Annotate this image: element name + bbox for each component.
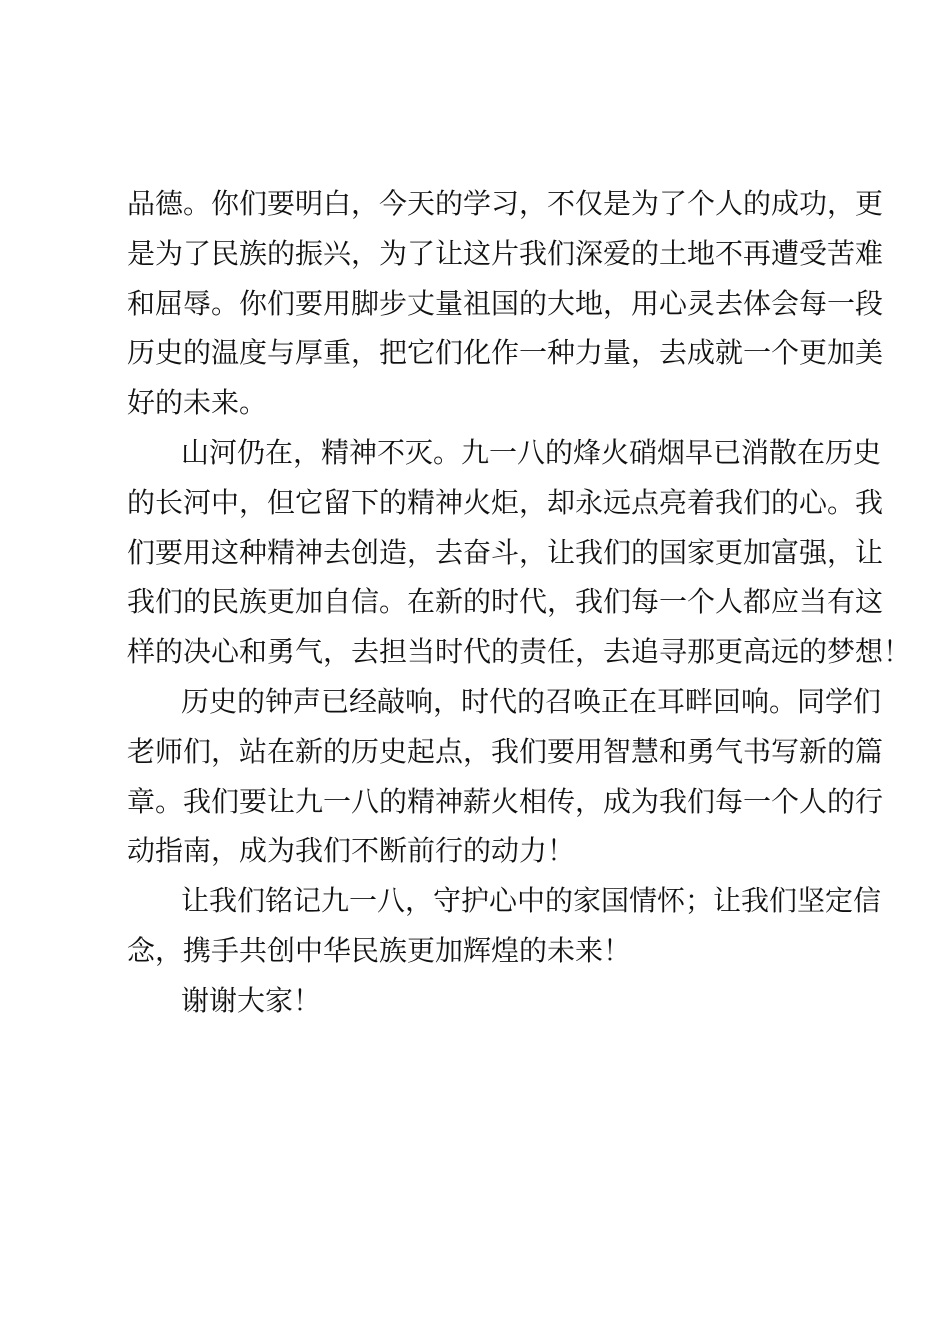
text-line: 们要用这种精神去创造，去奋斗，让我们的国家更加富强，让 bbox=[127, 535, 884, 569]
text-line: 历史的温度与厚重，把它们化作一种力量，去成就一个更加美 bbox=[127, 336, 884, 370]
text-line: 样的决心和勇气，去担当时代的责任，去追寻那更高远的梦想！ bbox=[127, 635, 912, 669]
text-line: 和屈辱。你们要用脚步丈量祖国的大地，用心灵去体会每一段 bbox=[127, 286, 884, 320]
text-line: 动指南，成为我们不断前行的动力！ bbox=[127, 834, 576, 868]
document-body bbox=[127, 179, 912, 1026]
text-line: 是为了民族的振兴，为了让这片我们深爱的土地不再遭受苦难 bbox=[127, 236, 884, 270]
paragraph-start-line: 历史的钟声已经敲响，时代的召唤正在耳畔回响。同学们 bbox=[181, 684, 882, 718]
text-line: 的长河中，但它留下的精神火炬，却永远点亮着我们的心。我 bbox=[127, 485, 884, 519]
paragraph-start-line: 让我们铭记九一八，守护心中的家国情怀；让我们坚定信 bbox=[181, 884, 882, 918]
text-line: 老师们，站在新的历史起点，我们要用智慧和勇气书写新的篇 bbox=[127, 734, 884, 768]
text-line: 我们的民族更加自信。在新的时代，我们每一个人都应当有这 bbox=[127, 585, 884, 619]
text-line: 章。我们要让九一八的精神薪火相传，成为我们每一个人的行 bbox=[127, 784, 884, 818]
paragraph-start-line: 山河仍在，精神不灭。九一八的烽火硝烟早已消散在历史 bbox=[181, 435, 882, 469]
text-line: 好的未来。 bbox=[127, 386, 268, 420]
closing-line: 谢谢大家！ bbox=[181, 983, 322, 1017]
text-line: 品德。你们要明白，今天的学习，不仅是为了个人的成功，更 bbox=[127, 187, 884, 220]
text-line: 念，携手共创中华民族更加辉煌的未来！ bbox=[127, 933, 632, 967]
